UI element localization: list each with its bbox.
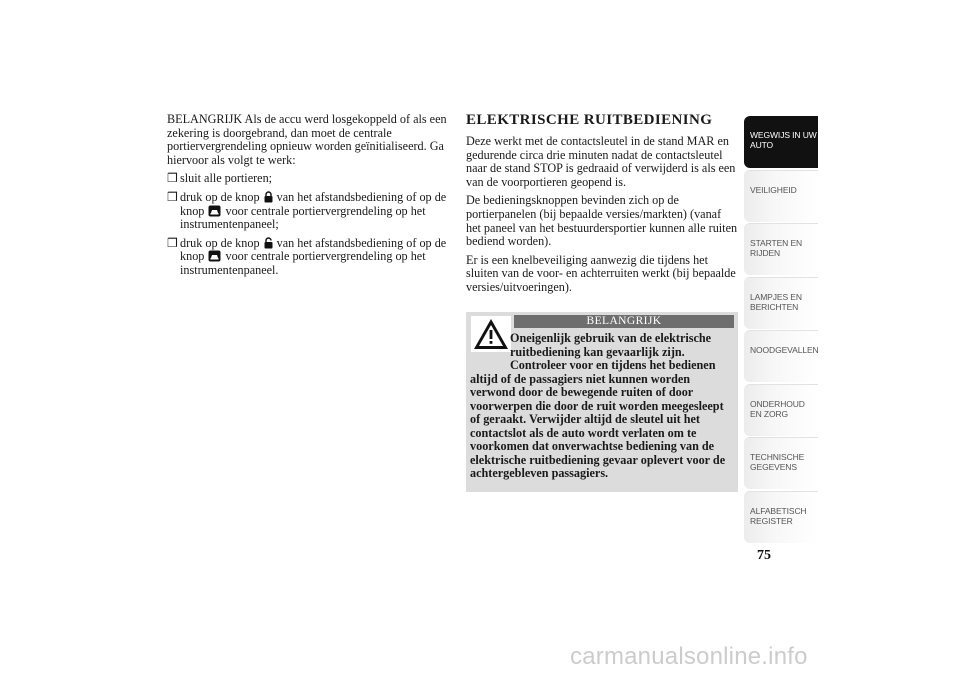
paragraph: Er is een knelbeveiliging aanwezig die tijdens het sluiten van de voor- en achterruiten werkt (bij bepaalde versies/uitvoeringen). [466, 252, 736, 294]
left-column [167, 113, 453, 283]
watermark: carmanualsonline.info [570, 643, 808, 670]
step-text-part: voor centrale portiervergrendeling op het instrumentenpaneel; [180, 203, 426, 232]
warning-text: Oneigenlijk gebruik van de elektrische ruitbediening kan gevaarlijk zijn. Controleer voor en tijdens het bedienen altijd of de passagiers niet kunnen worden verwond door de bewegende ruiten of door voorwerpen die door de ruit worden meegesleept of geraakt. Verwijder altijd de sleutel uit het contactslot als de auto wordt verlaten om te voorkomen dat onverwachtse bediening van de elektrische ruitbediening gevaar oplevert voor de achtergebleven passagiers. [470, 331, 726, 480]
icon-spacer [470, 332, 510, 360]
chapter-tab[interactable]: WEGWIJS IN UW AUTO [744, 116, 818, 168]
step-text [180, 191, 453, 232]
step-text [180, 237, 453, 278]
car-lock-icon [208, 250, 221, 262]
right-column [466, 112, 738, 300]
section-title: ELEKTRISCHE RUITBEDIENING [466, 112, 713, 128]
chapter-tab[interactable]: STARTEN EN RIJDEN [744, 223, 818, 275]
chapter-tab[interactable]: TECHNISCHE GEGEVENS [744, 437, 818, 489]
list-item [167, 237, 453, 278]
page-number: 75 [757, 548, 771, 563]
warning-text-block [470, 332, 736, 481]
list-item [167, 191, 453, 232]
paragraph: Deze werkt met de contactsleutel in de stand MAR en gedurende circa drie minuten nadat de contactsleutel naar de stand STOP is gedraaid of verwijderd is als een van de voorportieren geopend is. [466, 134, 736, 189]
chapter-tab[interactable]: NOODGEVALLEN [744, 330, 818, 382]
bullet-mark: ❒ [167, 189, 178, 204]
step-text-part: druk op de knop [180, 235, 260, 250]
bullet-mark: ❒ [167, 171, 178, 186]
chapter-tabs [744, 116, 818, 544]
step-text-part: druk op de knop [180, 189, 260, 204]
step-text-part: van het afstandsbediening of op de knop [180, 189, 447, 218]
chapter-tab[interactable]: LAMPJES EN BERICHTEN [744, 277, 818, 329]
step-text-part: van het afstandsbediening of op de knop [180, 235, 447, 264]
chapter-tab[interactable]: VEILIGHEID [744, 170, 818, 222]
list-item [167, 172, 453, 186]
lock-icon [264, 191, 273, 203]
step-text-part: voor centrale portiervergrendeling op het instrumentenpaneel. [180, 249, 426, 277]
paragraph: De bedieningsknoppen bevinden zich op de portierpanelen (bij bepaalde versies/markten) (vanaf het paneel van het bestuurdersportier kunnen alle ruiten bediend worden). [466, 193, 738, 249]
intro-paragraph: BELANGRIJK Als de accu werd losgekoppeld of als een zekering is doorgebrand, dan moet de centrale portiervergrendeling opnieuw worden geïnitialiseerd. Ga hiervoor als volgt te werk: [167, 112, 447, 167]
unlock-icon [264, 237, 273, 249]
chapter-tab[interactable]: ALFABETISCH REGISTER [744, 491, 818, 543]
car-lock-icon [208, 205, 221, 217]
step-text: sluit alle portieren; [180, 171, 273, 186]
warning-box [466, 312, 738, 492]
bullet-mark: ❒ [167, 235, 178, 250]
warning-heading: BELANGRIJK [514, 315, 734, 328]
chapter-tab[interactable]: ONDERHOUD EN ZORG [744, 384, 818, 436]
